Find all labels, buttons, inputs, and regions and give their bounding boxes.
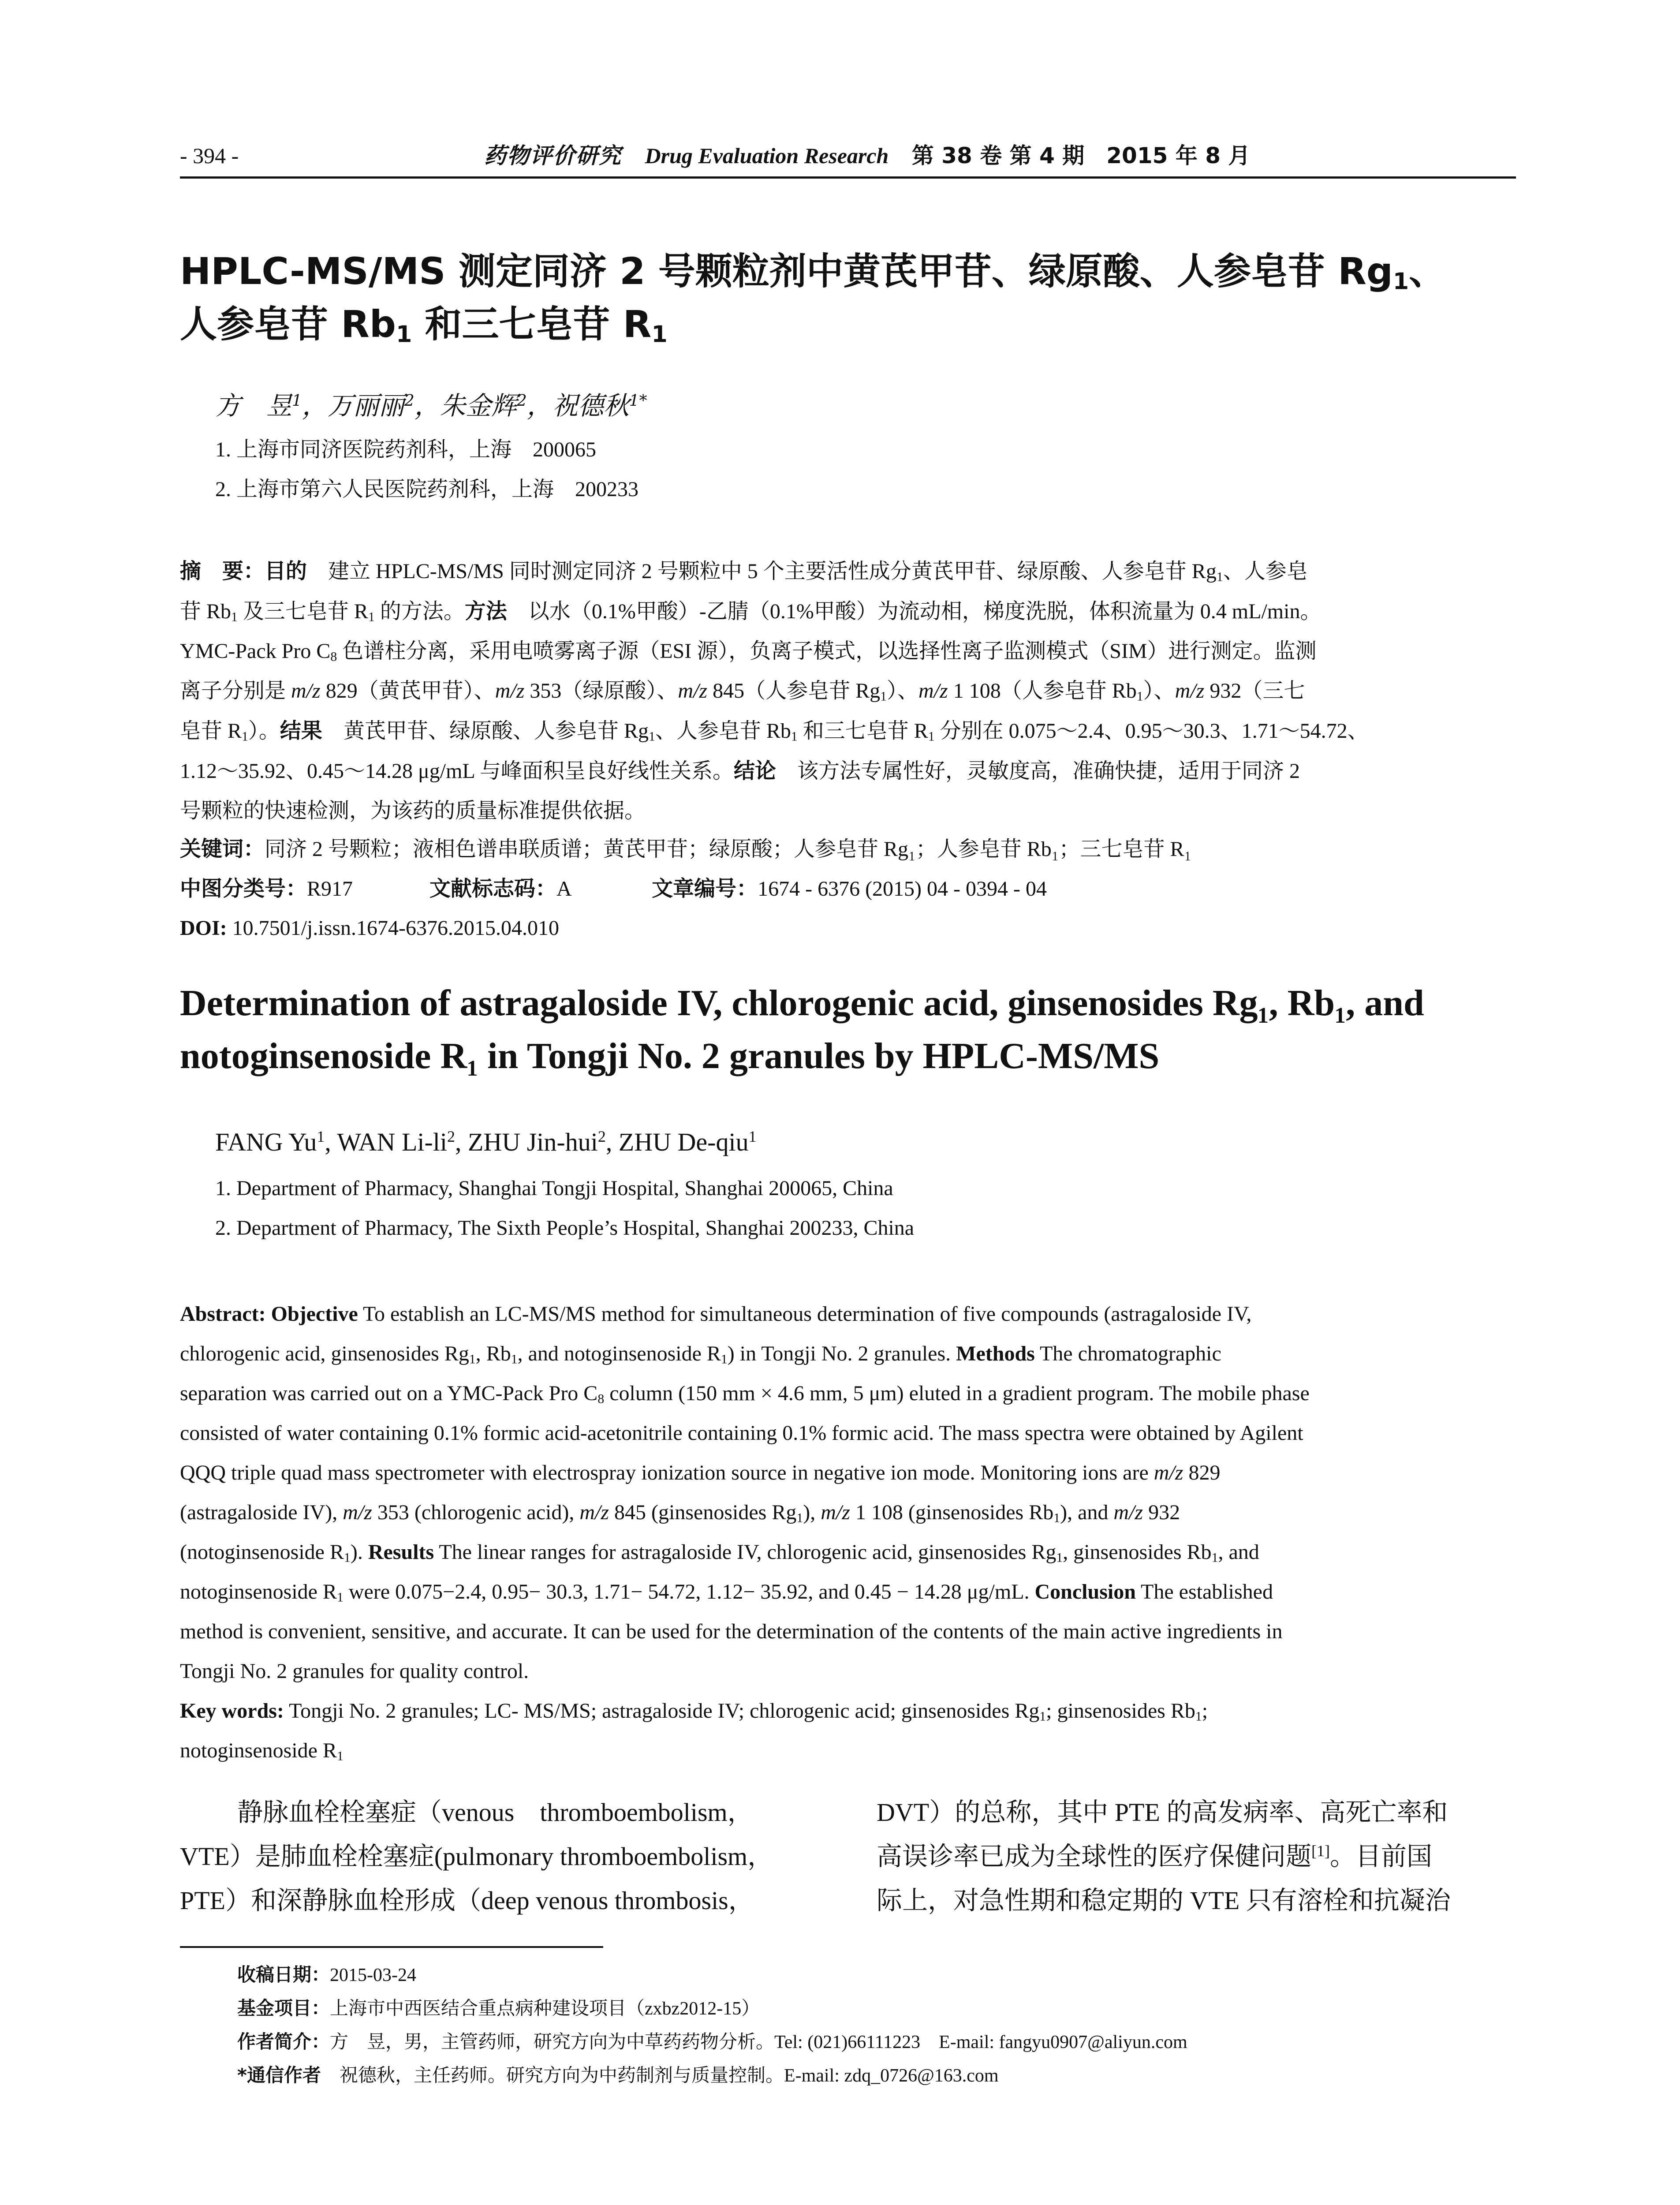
text-segment: 1	[231, 609, 238, 624]
text-segment: 该方法专属性好，灵敏度高，准确快捷，适用于同济 2	[776, 759, 1300, 783]
text-segment: 。目前国	[1329, 1842, 1432, 1871]
doi-label: DOI:	[180, 916, 227, 940]
english-keywords	[180, 1691, 1516, 1771]
text-segment: (notoginsenoside R	[180, 1540, 344, 1564]
english-title-line-1: Determination of astragaloside IV, chlorogenic acid, ginsenosides Rg₁, Rb₁, and	[180, 983, 1424, 1024]
chinese-abstract	[180, 551, 1516, 831]
text-segment: DVT）的总称，其中 PTE 的高发病率、高死亡率和	[877, 1798, 1448, 1827]
footnote-text: 上海市中西医结合重点病种建设项目（zxbz2012-15）	[330, 1999, 760, 2019]
text-segment: 1	[337, 1590, 343, 1605]
author-affiliation-mark: 1*	[629, 392, 647, 410]
clc-value: R917	[307, 877, 353, 901]
text-segment: 1	[648, 729, 655, 744]
footnote-label: 收稿日期：	[237, 1964, 330, 1985]
author-name: ZHU Jin-hui	[468, 1128, 598, 1156]
text-line	[180, 671, 1516, 711]
text-line	[180, 1879, 819, 1923]
chinese-title	[180, 245, 1516, 351]
body-left-column	[180, 1790, 819, 1923]
text-segment: m/z	[821, 1501, 850, 1524]
subscript: 1	[651, 321, 668, 348]
title-text: 人参皂苷 Rb	[180, 303, 396, 346]
text-line	[180, 1493, 1516, 1532]
text-segment: 目的	[265, 559, 307, 583]
text-segment: 结论	[733, 759, 776, 783]
classification-line	[180, 869, 1516, 909]
journal-cn-logo: 药物评价研究	[484, 142, 622, 168]
text-line	[877, 1790, 1516, 1835]
text-line	[180, 711, 1516, 751]
author-separator: ,	[455, 1128, 468, 1156]
author-separator: ,	[605, 1128, 619, 1156]
text-line	[180, 1374, 1516, 1413]
text-segment: [1]	[1311, 1842, 1330, 1860]
keywords-label: 关键词：	[180, 837, 265, 861]
text-line	[180, 791, 1516, 831]
footnote	[237, 1958, 416, 1992]
text-segment: chlorogenic acid, ginsenosides Rg	[180, 1342, 469, 1365]
text-segment: PTE）和深静脉血栓形成（deep venous thrombosis，	[180, 1886, 754, 1915]
english-title	[180, 977, 1516, 1083]
text-line	[180, 1835, 819, 1879]
text-line	[180, 751, 1516, 791]
text-line	[180, 1790, 819, 1835]
header-rule	[180, 176, 1516, 179]
subscript: 1	[396, 321, 412, 348]
chinese-title-line-2	[180, 298, 1516, 351]
author-affiliation-mark: 2	[597, 1128, 606, 1146]
text-segment: 结果	[280, 718, 322, 743]
text-segment: ）。	[248, 719, 280, 743]
text-segment: 际上，对急性期和稳定期的 VTE 只有溶栓和抗凝治	[877, 1886, 1451, 1915]
footnote	[237, 2025, 1187, 2059]
text-segment: ）、	[1143, 679, 1175, 703]
text-segment: 1	[343, 1550, 351, 1565]
text-segment: 1	[791, 729, 798, 744]
text-segment: 1.12～35.92、0.45～14.28 μg/mL 与峰面积呈良好线性关系。	[180, 759, 734, 783]
author-name: FANG Yu	[215, 1128, 317, 1156]
doc-code-value: A	[556, 877, 571, 901]
author-affiliation-mark: 1	[292, 392, 302, 410]
text-line	[180, 1532, 1516, 1572]
text-segment: m/z	[1113, 1501, 1143, 1524]
text-segment: column (150 mm × 4.6 mm, 5 μm) eluted in a gradient program. The mobile phase	[604, 1382, 1310, 1405]
text-segment: 1	[1056, 1550, 1063, 1565]
text-segment: 8	[597, 1391, 605, 1406]
text-segment: To establish an LC-MS/MS method for simultaneous determination of five compounds (astragaloside IV,	[358, 1302, 1252, 1326]
text-segment: 和三七皂苷 R	[797, 719, 928, 743]
text-segment: 方法	[464, 599, 507, 624]
text-segment: ).	[350, 1540, 368, 1564]
text-line	[180, 1612, 1516, 1652]
author-name: 万丽丽	[327, 391, 404, 421]
text-segment: Methods	[956, 1342, 1035, 1365]
text-segment: QQQ triple quad mass spectrometer with electrospray ionization source in negative ion mode. Monitoring ions are	[180, 1461, 1154, 1484]
title-text: 、	[1409, 250, 1446, 293]
text-segment: separation was carried out on a YMC-Pack Pro C	[180, 1382, 598, 1405]
body-right-column	[877, 1790, 1516, 1923]
author-affiliation-mark: 2	[516, 392, 527, 410]
text-segment: 以水（0.1%甲酸）-乙腈（0.1%甲酸）为流动相，梯度洗脱，体积流量为 0.4 mL/min。	[507, 600, 1322, 623]
footnote-text: 2015-03-24	[330, 1965, 416, 1985]
page-number: - 394 -	[180, 143, 239, 168]
clc-label: 中图分类号：	[180, 876, 307, 901]
text-segment: 845（人参皂苷 Rg	[707, 679, 881, 703]
text-segment: ) in Tongji No. 2 granules.	[727, 1342, 956, 1365]
author-affiliation-mark: 1	[317, 1128, 325, 1146]
text-segment: consisted of water containing 0.1% formic acid-acetonitrile containing 0.1% formic acid. The mass spectra were obtained by Agilent	[180, 1421, 1303, 1445]
text-segment: Tongji No. 2 granules; LC- MS/MS; astragaloside IV; chlorogenic acid; ginsenosides Rg	[284, 1699, 1040, 1723]
text-segment: , ginsenosides Rb	[1063, 1540, 1212, 1564]
text-segment: Conclusion	[1034, 1580, 1136, 1603]
text-segment: ）、	[887, 679, 919, 703]
english-keywords-line-2	[180, 1731, 1516, 1771]
footnote-rule	[180, 1946, 603, 1948]
text-segment: The linear ranges for astragaloside IV, chlorogenic acid, ginsenosides Rg	[434, 1540, 1057, 1564]
text-segment: notoginsenoside R	[180, 1580, 337, 1603]
text-segment: m/z	[678, 679, 708, 703]
text-segment: 1	[880, 689, 887, 704]
text-segment: 1	[796, 1510, 803, 1525]
footnote-label: 作者简介：	[237, 2031, 330, 2052]
text-segment: 皂苷 R	[180, 719, 242, 743]
text-segment: m/z	[343, 1501, 372, 1524]
text-segment: 1	[1136, 689, 1143, 704]
text-line	[180, 1413, 1516, 1453]
text-segment: 1 108（人参皂苷 Rb	[948, 679, 1137, 703]
author-separator: ，	[302, 391, 328, 421]
text-segment: were 0.075−2.4, 0.95− 30.3, 1.71− 54.72, 1.12− 35.92, and 0.45 − 14.28 μg/mL.	[343, 1580, 1035, 1603]
author-affiliation-mark: 2	[447, 1128, 455, 1146]
text-segment: 色谱柱分离，采用电喷雾离子源（ESI 源），负离子模式，以选择性离子监测模式（SIM）进行测定。监测	[337, 639, 1317, 663]
text-line	[180, 1572, 1516, 1612]
text-segment: m/z	[291, 679, 321, 703]
text-segment: 932（三七	[1204, 679, 1305, 703]
english-abstract	[180, 1294, 1516, 1691]
text-segment: 932	[1143, 1501, 1180, 1524]
keywords-label: Key words:	[180, 1699, 284, 1723]
text-segment: 1	[1211, 1550, 1218, 1565]
text-segment: 1 108 (ginsenosides Rb	[850, 1501, 1054, 1524]
text-segment: 高误诊率已成为全球性的医疗保健问题	[877, 1842, 1312, 1871]
running-header	[180, 136, 1516, 176]
text-segment: 1	[1039, 1709, 1046, 1724]
chinese-affiliation-2: 2. 上海市第六人民医院药剂科，上海 200233	[215, 478, 639, 501]
author-separator: ，	[526, 391, 553, 421]
text-segment: 1	[242, 729, 248, 744]
author-name: WAN Li-li	[337, 1128, 448, 1156]
text-segment: 号颗粒的快速检测，为该药的质量标准提供依据。	[180, 799, 646, 822]
text-segment: The chromatographic	[1034, 1342, 1221, 1365]
article-no-value: 1674 - 6376 (2015) 04 - 0394 - 04	[758, 877, 1047, 901]
doc-code-label: 文献标志码：	[429, 876, 557, 901]
author-separator: ，	[414, 391, 440, 421]
author-name: 朱金辉	[440, 391, 517, 421]
text-segment: method is convenient, sensitive, and accurate. It can be used for the determination of the contents of the main active ingredients in	[180, 1620, 1283, 1643]
english-keywords-line-1	[180, 1691, 1516, 1731]
text-segment: 353 (chlorogenic acid),	[372, 1501, 580, 1524]
text-segment: m/z	[1175, 679, 1205, 703]
text-segment: The established	[1135, 1580, 1273, 1603]
subscript: 1	[1393, 268, 1409, 295]
text-line	[877, 1835, 1516, 1879]
text-segment: , and notoginsenoside R	[517, 1342, 721, 1365]
text-segment: ;	[1202, 1699, 1208, 1723]
text-segment: YMC-Pack Pro C	[180, 639, 331, 663]
text-segment: , and	[1218, 1540, 1259, 1564]
text-segment: (astragaloside IV),	[180, 1501, 343, 1524]
chinese-affiliation-1: 1. 上海市同济医院药剂科，上海 200065	[215, 438, 597, 461]
footnote-text: 方 昱，男，主管药师，研究方向为中草药药物分析。Tel: (021)66111223 E-mail: fangyu0907@aliyun.com	[330, 2032, 1187, 2052]
text-segment: notoginsenoside R	[180, 1739, 337, 1762]
text-segment: 829（黄芪甲苷）、	[320, 679, 495, 703]
text-segment: 1	[1216, 569, 1223, 584]
doi-line	[180, 908, 1516, 948]
footnote-label: 基金项目：	[237, 1997, 330, 2019]
text-segment: 离子分别是	[180, 679, 291, 703]
text-segment: ), and	[1060, 1501, 1114, 1524]
text-segment: 1	[469, 1352, 476, 1367]
title-text: 和三七皂苷 R	[412, 303, 652, 346]
text-segment: Abstract: Objective	[180, 1302, 358, 1326]
author-affiliation-mark: 2	[404, 392, 414, 410]
text-segment: 苷 Rb	[180, 600, 231, 623]
text-segment: 分别在 0.075～2.4、0.95～30.3、1.71～54.72、	[934, 719, 1369, 743]
text-segment: 1	[721, 1352, 728, 1367]
text-segment: 建立 HPLC-MS/MS 同时测定同济 2 号颗粒中 5 个主要活性成分黄芪甲苷、绿原酸、人参皂苷 Rg	[307, 560, 1217, 583]
chinese-title-line-1	[180, 245, 1516, 298]
text-segment: 、人参皂	[1223, 560, 1308, 583]
text-segment: 845 (ginsenosides Rg	[609, 1501, 797, 1524]
text-line	[180, 1334, 1516, 1374]
english-affiliation-1: 1. Department of Pharmacy, Shanghai Tongji Hospital, Shanghai 200065, China	[215, 1177, 893, 1200]
text-segment: m/z	[579, 1501, 609, 1524]
text-segment: 1	[1195, 1709, 1202, 1724]
article-no-label: 文章编号：	[652, 876, 758, 901]
text-segment: ),	[803, 1501, 821, 1524]
text-line	[180, 632, 1516, 671]
keywords-text: 同济 2 号颗粒；液相色谱串联质谱；黄芪甲苷；绿原酸；人参皂苷 Rg₁；人参皂苷 Rb₁；三七皂苷 R₁	[265, 837, 1192, 861]
footnote	[237, 1992, 760, 2026]
text-segment: 、人参皂苷 Rb	[655, 719, 791, 743]
text-segment: 1	[368, 609, 375, 624]
footnote-label: *通信作者	[237, 2064, 321, 2086]
text-segment: 的方法。	[374, 600, 465, 623]
text-segment: Tongji No. 2 granules for quality control.	[180, 1659, 529, 1683]
english-authors	[215, 1122, 757, 1162]
text-segment: 及三七皂苷 R	[237, 600, 368, 623]
abstract-label: 摘 要：	[180, 559, 265, 583]
author-name: 方 昱	[215, 391, 292, 421]
issue-info: 第 38 卷 第 4 期 2015 年 8 月	[911, 143, 1251, 168]
text-line	[180, 1652, 1516, 1691]
text-segment: 8	[330, 649, 337, 664]
doi-value: 10.7501/j.issn.1674-6376.2015.04.010	[232, 916, 560, 940]
chinese-authors	[215, 386, 647, 426]
text-segment: ; ginsenosides Rb	[1046, 1699, 1195, 1723]
text-line	[180, 591, 1516, 632]
text-segment: 1	[511, 1352, 518, 1367]
author-name: ZHU De-qiu	[618, 1128, 749, 1156]
text-segment: 1	[928, 729, 935, 744]
text-line	[180, 1453, 1516, 1493]
text-segment: 静脉血栓栓塞症（venous thromboembolism，	[237, 1798, 753, 1827]
text-line	[180, 1294, 1516, 1334]
text-line	[877, 1879, 1516, 1923]
text-segment: m/z	[918, 679, 948, 703]
english-affiliation-2: 2. Department of Pharmacy, The Sixth People’s Hospital, Shanghai 200233, China	[215, 1216, 915, 1240]
text-segment: 829	[1183, 1461, 1221, 1484]
title-text: HPLC-MS/MS 测定同济 2 号颗粒剂中黄芪甲苷、绿原酸、人参皂苷 Rg	[180, 250, 1393, 293]
journal-info	[484, 136, 1250, 176]
text-segment: , Rb	[475, 1342, 511, 1365]
author-separator: ,	[325, 1128, 337, 1156]
journal-en-name: Drug Evaluation Research	[645, 143, 889, 168]
text-segment: m/z	[1154, 1461, 1183, 1484]
author-name: 祝德秋	[552, 391, 629, 421]
english-title-line-2: notoginsenoside R₁ in Tongji No. 2 granules by HPLC-MS/MS	[180, 1035, 1160, 1076]
text-line	[180, 551, 1516, 591]
chinese-keywords	[180, 829, 1516, 869]
author-affiliation-mark: 1	[748, 1128, 757, 1146]
text-segment: m/z	[495, 679, 525, 703]
text-segment: Results	[368, 1540, 434, 1564]
text-segment: 黄芪甲苷、绿原酸、人参皂苷 Rg	[322, 719, 649, 743]
text-segment: 1	[337, 1749, 343, 1764]
journal-page	[180, 0, 1516, 2205]
text-segment: VTE）是肺血栓栓塞症(pulmonary thromboembolism，	[180, 1842, 773, 1871]
text-segment: 353（绿原酸）、	[524, 679, 678, 703]
footnote-text: 祝德秋，主任药师。研究方向为中药制剂与质量控制。E-mail: zdq_0726@163.com	[321, 2066, 999, 2086]
text-segment: 1	[1053, 1510, 1060, 1525]
footnote	[237, 2059, 999, 2093]
